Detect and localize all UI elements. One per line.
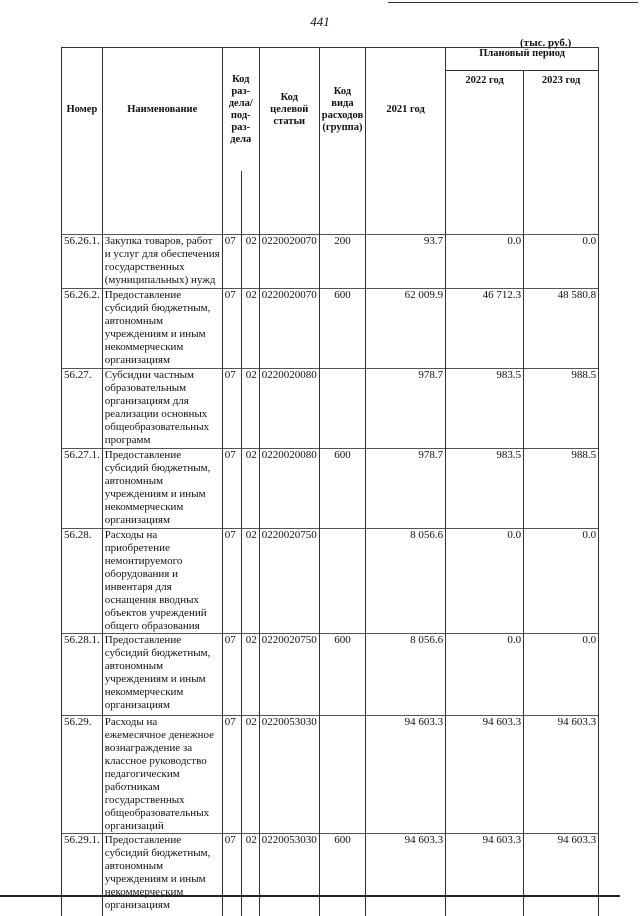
table-row <box>62 834 599 916</box>
row-number: 56.27.1. <box>62 449 103 529</box>
row-expense-type: 200 <box>319 235 365 289</box>
row-amount-2021: 93.7 <box>366 235 446 289</box>
header-number: Номер <box>62 48 103 172</box>
row-number: 56.26.2. <box>62 289 103 369</box>
header-year-2022: 2022 год <box>446 71 524 172</box>
row-subsection: 02 <box>241 529 259 634</box>
header-name: Наименование <box>102 48 222 172</box>
row-amount-2023: 94 603.3 <box>524 834 599 916</box>
bottom-rule <box>0 895 620 897</box>
row-target-code: 0220020750 <box>259 529 319 634</box>
row-target-code: 0220020080 <box>259 369 319 449</box>
row-subsection: 02 <box>241 634 259 716</box>
row-amount-2022: 983.5 <box>446 449 524 529</box>
row-number: 56.28.1. <box>62 634 103 716</box>
row-section: 07 <box>222 289 241 369</box>
row-amount-2023: 0.0 <box>524 634 599 716</box>
row-amount-2023: 988.5 <box>524 369 599 449</box>
row-name: Предоставление субсидий бюджетным, автономным учреждениям и иным некоммерческим организациям <box>102 634 222 716</box>
table-body <box>62 171 599 916</box>
row-amount-2021: 8 056.6 <box>366 529 446 634</box>
row-amount-2021: 62 009.9 <box>366 289 446 369</box>
row-subsection: 02 <box>241 834 259 916</box>
row-section: 07 <box>222 716 241 834</box>
row-target-code: 0220020080 <box>259 449 319 529</box>
row-subsection: 02 <box>241 449 259 529</box>
row-section: 07 <box>222 235 241 289</box>
row-section: 07 <box>222 634 241 716</box>
row-subsection: 02 <box>241 369 259 449</box>
row-amount-2023: 0.0 <box>524 235 599 289</box>
row-amount-2022: 46 712.3 <box>446 289 524 369</box>
table-row <box>62 716 599 834</box>
header-section-code: Код раз-дела/ под-раз-дела <box>222 48 259 172</box>
header-year-2023: 2023 год <box>524 71 599 172</box>
row-amount-2023: 988.5 <box>524 449 599 529</box>
units-label: (тыс. руб.) <box>520 37 572 49</box>
page-number: 441 <box>310 14 330 29</box>
row-expense-type: 600 <box>319 289 365 369</box>
row-name: Предоставление субсидий бюджетным, автономным учреждениям и иным некоммерческим организациям <box>102 289 222 369</box>
row-amount-2022: 94 603.3 <box>446 834 524 916</box>
row-name: Закупка товаров, работ и услуг для обеспечения государственных (муниципальных) нужд <box>102 235 222 289</box>
row-expense-type: 600 <box>319 834 365 916</box>
row-amount-2022: 94 603.3 <box>446 716 524 834</box>
row-amount-2021: 8 056.6 <box>366 634 446 716</box>
row-amount-2023: 48 580.8 <box>524 289 599 369</box>
row-number: 56.26.1. <box>62 235 103 289</box>
row-number: 56.29. <box>62 716 103 834</box>
row-amount-2022: 0.0 <box>446 634 524 716</box>
table-row <box>62 529 599 634</box>
row-name: Предоставление субсидий бюджетным, автономным учреждениям и иным некоммерческим организациям <box>102 449 222 529</box>
header-target-code: Код целевой статьи <box>259 48 319 172</box>
row-number: 56.27. <box>62 369 103 449</box>
header-year-2021: 2021 год <box>366 48 446 172</box>
table-row <box>62 634 599 716</box>
row-target-code: 0220020750 <box>259 634 319 716</box>
row-name: Расходы на приобретение немонтируемого оборудования и инвентаря для оснащения вводных объектов учреждений общего образования <box>102 529 222 634</box>
header-planning-period: Плановый период <box>446 48 599 71</box>
row-target-code: 0220053030 <box>259 716 319 834</box>
table-row <box>62 289 599 369</box>
row-expense-type <box>319 529 365 634</box>
row-subsection: 02 <box>241 289 259 369</box>
row-target-code: 0220020070 <box>259 235 319 289</box>
table-row <box>62 235 599 289</box>
table-row <box>62 369 599 449</box>
row-target-code: 0220020070 <box>259 289 319 369</box>
row-name: Расходы на ежемесячное денежное вознаграждение за классное руководство педагогическим работникам государственных общеобразовательных организаций <box>102 716 222 834</box>
top-rule <box>388 2 638 3</box>
row-subsection: 02 <box>241 235 259 289</box>
row-name: Предоставление субсидий бюджетным, автономным учреждениям и иным некоммерческим организациям <box>102 834 222 916</box>
row-amount-2023: 0.0 <box>524 529 599 634</box>
row-name: Субсидии частным образовательным организациям для реализации основных общеобразовательных программ <box>102 369 222 449</box>
row-target-code: 0220053030 <box>259 834 319 916</box>
header-expense-type: Код вида расходов (группа) <box>319 48 365 172</box>
row-amount-2022: 983.5 <box>446 369 524 449</box>
budget-table <box>61 47 599 916</box>
row-number: 56.29.1. <box>62 834 103 916</box>
row-number: 56.28. <box>62 529 103 634</box>
row-expense-type: 600 <box>319 634 365 716</box>
row-amount-2022: 0.0 <box>446 235 524 289</box>
header-gap-row <box>62 171 599 235</box>
row-amount-2021: 978.7 <box>366 369 446 449</box>
row-expense-type: 600 <box>319 449 365 529</box>
row-expense-type <box>319 716 365 834</box>
row-section: 07 <box>222 529 241 634</box>
row-section: 07 <box>222 449 241 529</box>
row-amount-2023: 94 603.3 <box>524 716 599 834</box>
row-section: 07 <box>222 369 241 449</box>
table-row <box>62 449 599 529</box>
row-section: 07 <box>222 834 241 916</box>
row-subsection: 02 <box>241 716 259 834</box>
header-row <box>62 48 599 71</box>
row-amount-2021: 94 603.3 <box>366 834 446 916</box>
row-amount-2022: 0.0 <box>446 529 524 634</box>
row-amount-2021: 978.7 <box>366 449 446 529</box>
row-amount-2021: 94 603.3 <box>366 716 446 834</box>
row-expense-type <box>319 369 365 449</box>
